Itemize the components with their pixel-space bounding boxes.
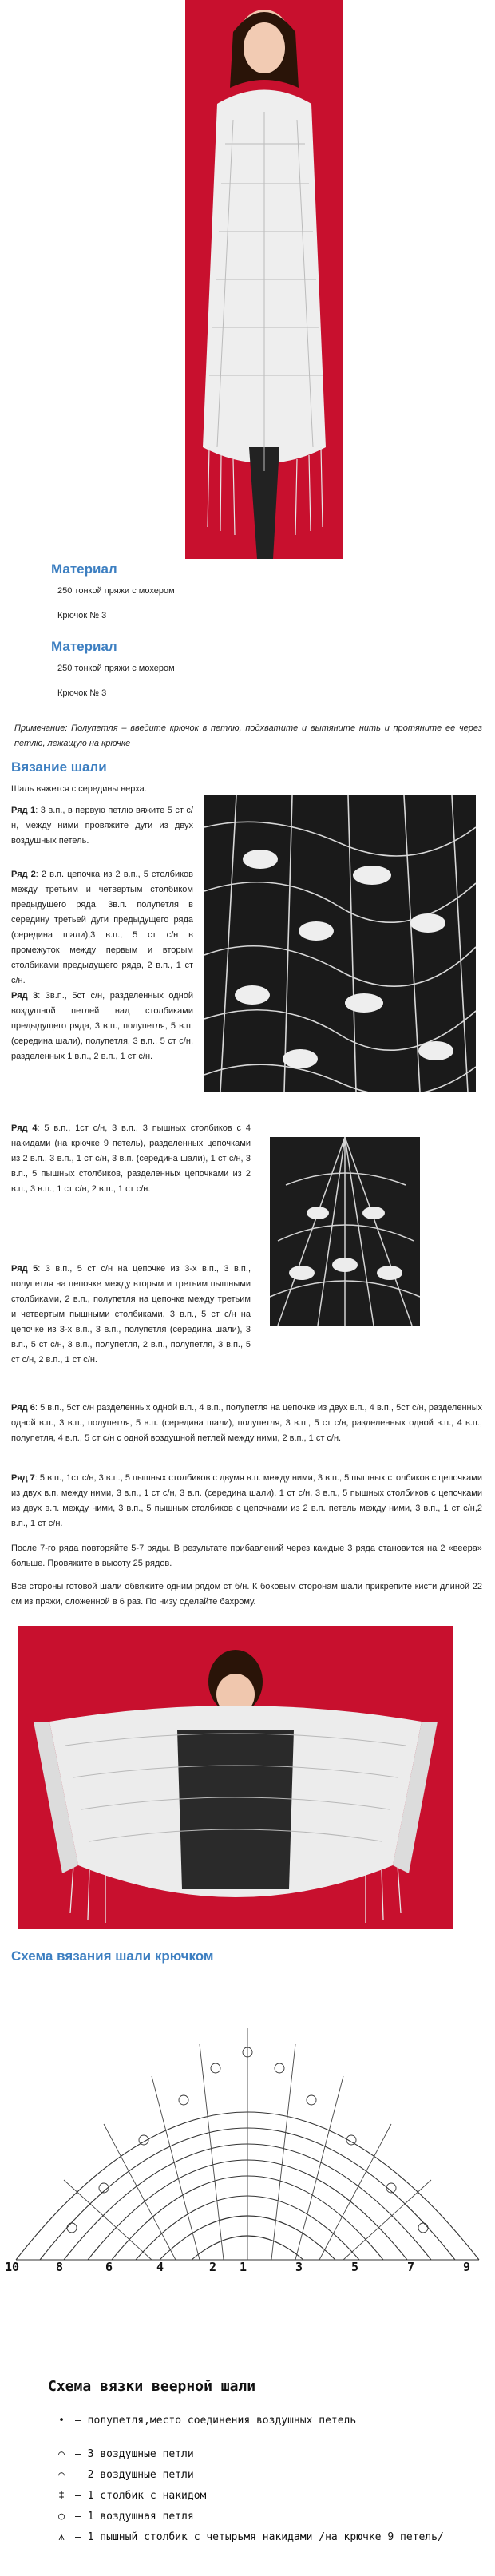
knitting-title: Вязание шали bbox=[11, 759, 107, 775]
material-title: Материал bbox=[51, 639, 117, 654]
row-text: : 5 в.п., 1ст с/н, 3 в.п., 5 пышных столбиков с двумя в.п. между ними, 3 в.п., 5 пышных столбиков с цепочками из двух в.п. между ними, 3 в.п., 1 ст с/н, 3 в.п. (середина шали), 1 ст с/н, 3 в.п., 5 пышных столбиков с цепочками из двух в.п. между ними, 3 в.п., 5 пышных столбиков с цепочками из 2 в.п. петель между ними, 3 в.п., 1 ст с/н,2 в.п., 1 ст с/н. bbox=[11, 1473, 482, 1528]
material-block-2 bbox=[51, 639, 450, 701]
crochet-diagram bbox=[0, 1996, 495, 2300]
top-photo bbox=[185, 0, 343, 559]
row-number-right: 3 bbox=[295, 2260, 303, 2274]
finishing: Все стороны готовой шали обвяжите одним рядом ст б/н. К боковым сторонам шали прикрепите кисти длиной 22 см из пряжи, сложенной в 6 раз. По низу сделайте бахрому. bbox=[11, 1582, 482, 1607]
material-title: Материал bbox=[51, 561, 117, 577]
row-number-right: 5 bbox=[351, 2260, 359, 2274]
row-label: Ряд 3 bbox=[11, 991, 38, 1001]
intro: Шаль вяжется с середины верха. bbox=[11, 784, 147, 794]
row-5 bbox=[11, 1262, 251, 1368]
legend-title: Схема вязки веерной шали bbox=[48, 2378, 256, 2395]
row-label: Ряд 5 bbox=[11, 1264, 38, 1274]
slip-stitch-icon: • bbox=[58, 2415, 65, 2427]
chain-2-icon: ⌒ bbox=[58, 2469, 65, 2481]
material-block-1 bbox=[51, 561, 450, 624]
scheme-heading: Схема вязания шали крючком bbox=[11, 1948, 214, 1964]
row-2 bbox=[11, 867, 193, 989]
row-text: : 2 в.п. цепочка из 2 в.п., 5 столбиков между третьим и четвертым столбиком предыдущего ряда, 3в.п. полупетля в середину третьей дуги предыдущего ряда (середина шали),3 в.п., 5 ст с/н в промежуток между первым и вторым столбиками предыдущего ряда, 2 в.п., 1 ст с/н. bbox=[11, 870, 193, 985]
material-hook: Крючок № 3 bbox=[57, 688, 107, 698]
note: Примечание: Полупетля – введите крючок в петлю, подхватите и вытяните нить и протяните ее через петлю, лежащую на крючке bbox=[14, 723, 482, 748]
legend-item bbox=[48, 2415, 479, 2427]
row-text: : 5 в.п., 5ст с/н разделенных одной в.п., 4 в.п., полупетля на цепочке из двух в.п., 4 в.п., 5ст с/н, разделенных одной в.п., 3 в.п., полупетля, 5 в.п. (середина шали), полупетля, 3 в.п., 5 ст с/н, разделенных одной в.п., 4 в.п., полупетля, 4 в.п., 5 ст с/н с одной воздушной петлей между ними, 2 в.п., 1 ст с/н. bbox=[11, 1403, 482, 1443]
legend-item bbox=[48, 2469, 479, 2481]
row-number-right: 1 bbox=[240, 2260, 248, 2274]
row-4 bbox=[11, 1121, 251, 1197]
legend-item bbox=[48, 2490, 479, 2502]
row-text: : 5 в.п., 1ст с/н, 3 в.п., 3 пышных столбиков с 4 накидами (на крючке 9 петель), разделенных цепочками из 2 в.п., 3 в.п., 1 ст с/н, 3 в.п. (середина шали), 1 ст с/н, 3 в.п., 5 пышных столбиков, разделенных цепочками из 2 в.п., 3 в.п., 1 ст с/н, 2 в.п., 1 ст с/н. bbox=[11, 1124, 251, 1194]
legend-item bbox=[48, 2448, 479, 2460]
row-text: : 3 в.п., в первую петлю вяжите 5 ст с/н, между ними провяжите дуги из двух воздушных петель. bbox=[11, 806, 193, 846]
row-7 bbox=[11, 1471, 482, 1532]
row-label: Ряд 2 bbox=[11, 870, 36, 879]
row-6 bbox=[11, 1401, 482, 1446]
shawl-photo bbox=[18, 1626, 453, 1929]
row-1 bbox=[11, 803, 193, 849]
legend-text: – полупетля,место соединения воздушных петель bbox=[75, 2415, 357, 2427]
material-yarn: 250 тонкой пряжи с мохером bbox=[57, 664, 175, 673]
row-number-right: 9 bbox=[463, 2260, 471, 2274]
after-row-7: После 7-го ряда повторяйте 5-7 ряды. В результате прибавлений через каждые 3 ряда становится на 2 «веера» больше. Провяжите в высоту 25 рядов. bbox=[11, 1544, 482, 1568]
legend-item bbox=[48, 2531, 479, 2543]
row-number-left: 4 bbox=[156, 2260, 164, 2274]
lace-photo-1 bbox=[204, 795, 476, 1092]
legend-text: – 2 воздушные петли bbox=[75, 2469, 194, 2481]
row-label: Ряд 4 bbox=[11, 1124, 38, 1133]
double-crochet-icon: ‡ bbox=[58, 2490, 65, 2502]
row-number-left: 10 bbox=[5, 2260, 20, 2274]
row-number-left: 8 bbox=[56, 2260, 64, 2274]
legend-text: – 1 столбик с накидом bbox=[75, 2490, 207, 2502]
legend-text: – 1 пышный столбик с четырьмя накидами /на крючке 9 петель/ bbox=[75, 2531, 444, 2543]
material-hook: Крючок № 3 bbox=[57, 611, 107, 620]
row-text: : 3в.п., 5ст с/н, разделенных одной воздушной петлей над столбиками предыдущего ряда, 3 в.п., полупетля, 5 в.п. (середина шали), полупетля, 3 в.п., 5 ст с/н, разделенных 1 в.п., 2 в.п., 1 ст с/н. bbox=[11, 991, 193, 1061]
chain-stitch-icon: ○ bbox=[58, 2511, 65, 2522]
legend-text: – 1 воздушная петля bbox=[75, 2511, 194, 2522]
row-number-right: 7 bbox=[407, 2260, 415, 2274]
chain-3-icon: ⌒ bbox=[58, 2448, 65, 2460]
puff-stitch-icon: ⩚ bbox=[58, 2531, 65, 2543]
row-label: Ряд 7 bbox=[11, 1473, 35, 1483]
row-number-left: 6 bbox=[105, 2260, 113, 2274]
row-text: : 3 в.п., 5 ст с/н на цепочке из 3-х в.п., 3 в.п., полупетля на цепочке между вторым и третьим пышными столбиками, 2 в.п., полупетля на цепочке между третьим и четвертым пышными столбиками, 3 в.п., 5 ст с/н на цепочке из 3-х в.п., 3 в.п., полупетля (середина шали), 3 в.п., 5 ст с/н, 3 в.п., полупетля, 2 в.п., полупетля, 3 в.п., 5 ст с/н, 2 в.п., 1 ст с/н. bbox=[11, 1264, 251, 1365]
lace-photo-2 bbox=[270, 1137, 420, 1326]
material-yarn: 250 тонкой пряжи с мохером bbox=[57, 586, 175, 596]
row-label: Ряд 1 bbox=[11, 806, 36, 815]
row-number-left: 2 bbox=[209, 2260, 217, 2274]
legend-text: – 3 воздушные петли bbox=[75, 2448, 194, 2460]
row-3 bbox=[11, 989, 193, 1064]
row-label: Ряд 6 bbox=[11, 1403, 35, 1413]
legend-item bbox=[48, 2511, 479, 2522]
